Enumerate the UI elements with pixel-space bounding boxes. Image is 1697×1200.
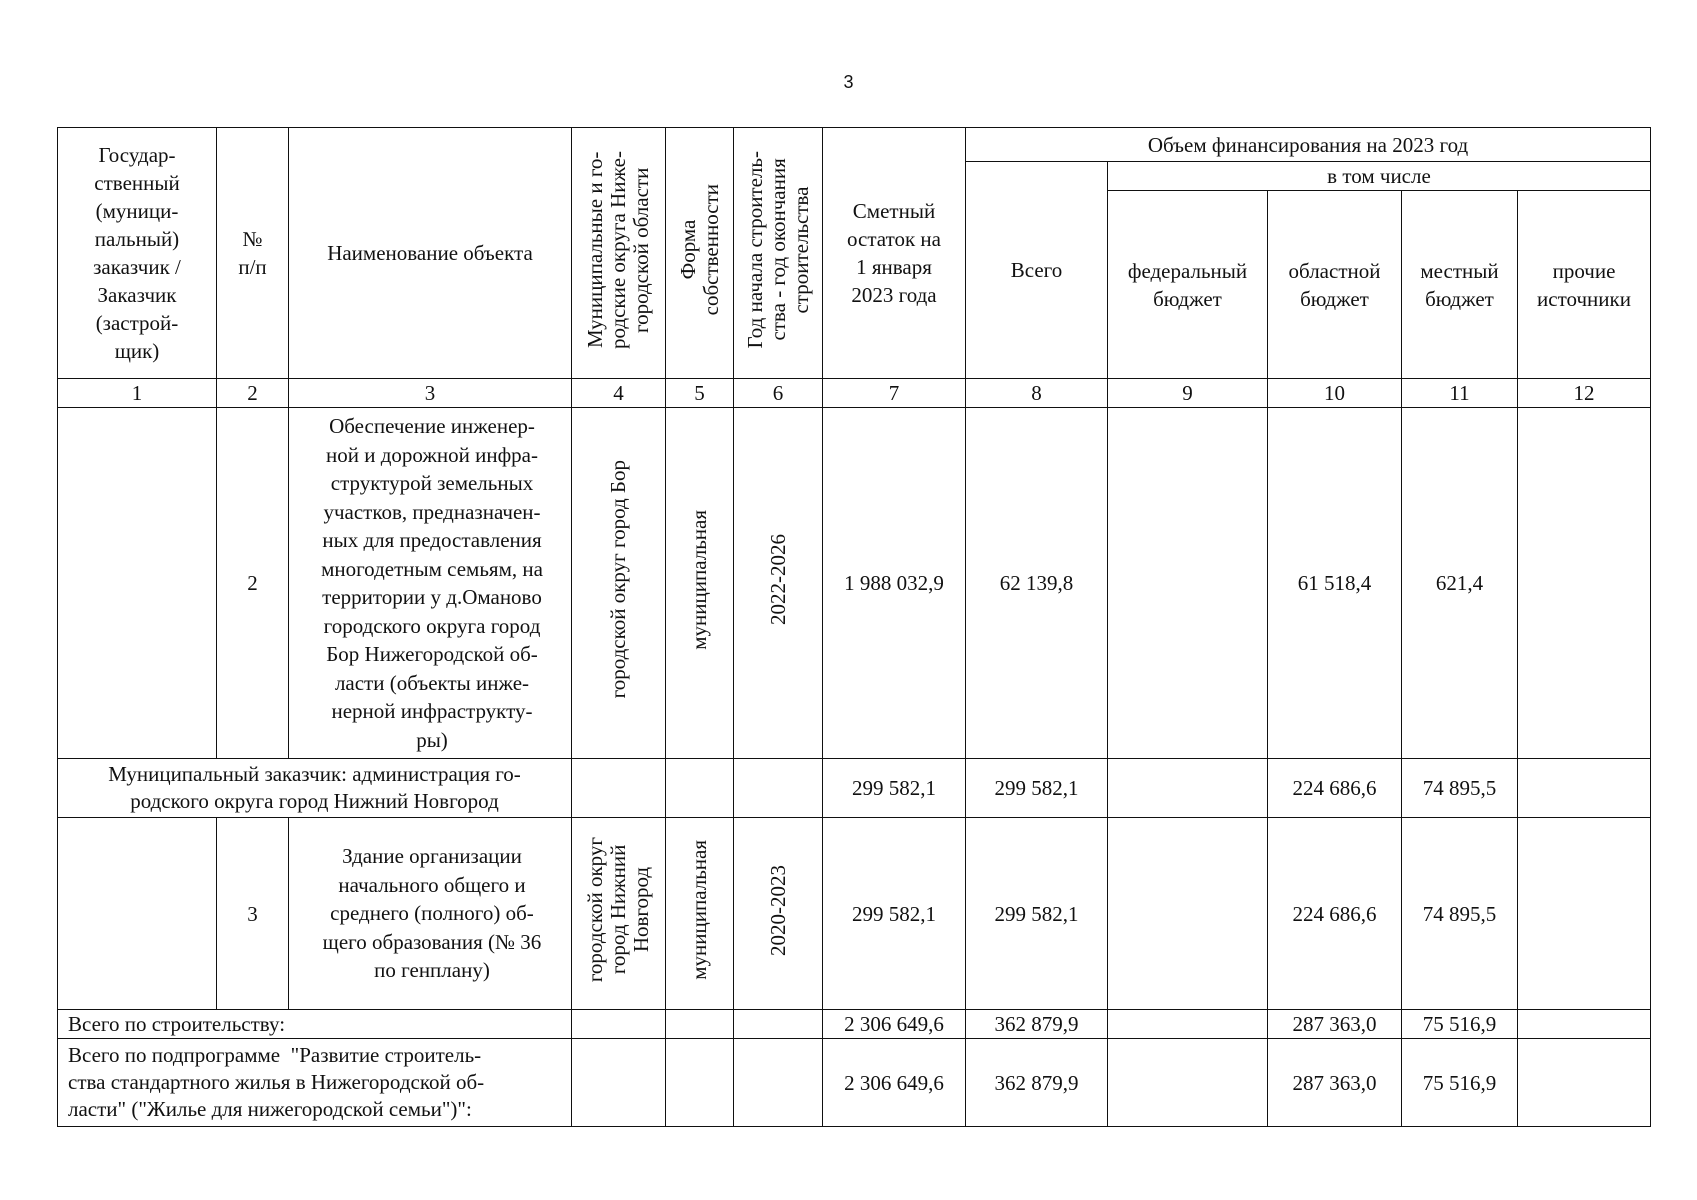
customer-label: Муниципальный заказчик: администрация го- родского округа город Нижний Новгород: [58, 759, 572, 818]
financing-table: [57, 127, 1651, 1127]
header-years-text: Год начала строитель- ства - год окончания строительства: [742, 150, 813, 349]
table-row-customer: [58, 759, 1651, 818]
header-local: местный бюджет: [1402, 191, 1518, 379]
header-total: Всего: [966, 162, 1108, 379]
total-value: 299 582,1: [966, 759, 1108, 818]
municipality-cell: [572, 1010, 666, 1039]
table-row-construction-total: [58, 1010, 1651, 1039]
object-name: Обеспечение инженер- ной и дорожной инфра- структурой земельных участков, предназначен- ных для предоставления многодетным семьям, на территории у д.Оманово городского округа город Бор Нижегородской об- ласти (объекты инже- нерной инфраструкту- ры): [289, 408, 572, 759]
header-other: прочие источники: [1518, 191, 1651, 379]
column-number: 11: [1402, 379, 1518, 408]
estimate-value: 299 582,1: [823, 759, 966, 818]
years-cell: [734, 1010, 823, 1039]
column-number: 8: [966, 379, 1108, 408]
local-value: 74 895,5: [1402, 759, 1518, 818]
table-row-item-2: [58, 408, 1651, 759]
customer-cell: [58, 818, 217, 1010]
federal-value: [1108, 1039, 1268, 1127]
header-estimate: Сметный остаток на 1 января 2023 года: [823, 128, 966, 379]
total-value: 362 879,9: [966, 1039, 1108, 1127]
column-number: 1: [58, 379, 217, 408]
header-ownership-text: Форма собственности: [675, 183, 723, 316]
header-number: № п/п: [217, 128, 289, 379]
header-municipality-text: Муниципальные и го- родские округа Ниже- городской области: [583, 150, 653, 349]
estimate-value: 2 306 649,6: [823, 1010, 966, 1039]
regional-value: 224 686,6: [1268, 759, 1402, 818]
regional-value: 61 518,4: [1268, 408, 1402, 759]
regional-value: 287 363,0: [1268, 1010, 1402, 1039]
other-value: [1518, 759, 1651, 818]
years-cell: [734, 408, 823, 759]
page-number: 3: [843, 72, 854, 92]
total-value: 299 582,1: [966, 818, 1108, 1010]
column-number: 7: [823, 379, 966, 408]
column-number: 4: [572, 379, 666, 408]
other-value: [1518, 818, 1651, 1010]
header-federal: федеральный бюджет: [1108, 191, 1268, 379]
federal-value: [1108, 1010, 1268, 1039]
column-numbers-row: [58, 379, 1651, 408]
header-row-1: [58, 128, 1651, 162]
header-object-name: Наименование объекта: [289, 128, 572, 379]
years-cell: [734, 1039, 823, 1127]
header-municipality: [572, 128, 666, 379]
total-value: 62 139,8: [966, 408, 1108, 759]
subprogram-total-label: Всего по подпрограмме "Развитие строитель- ства стандартного жилья в Нижегородской об- ласти" ("Жилье для нижегородской семьи")":: [58, 1039, 572, 1127]
header-customer: Государ- ственный (муници- пальный) заказчик / Заказчик (застрой- щик): [58, 128, 217, 379]
regional-value: 287 363,0: [1268, 1039, 1402, 1127]
table-row-subprogram-total: [58, 1039, 1651, 1127]
estimate-value: 1 988 032,9: [823, 408, 966, 759]
years-cell: [734, 759, 823, 818]
customer-cell: [58, 408, 217, 759]
municipality-cell: [572, 408, 666, 759]
municipality-cell: [572, 759, 666, 818]
header-regional: областной бюджет: [1268, 191, 1402, 379]
estimate-value: 2 306 649,6: [823, 1039, 966, 1127]
header-ownership: [666, 128, 734, 379]
years-cell: [734, 818, 823, 1010]
municipality-text: городской округ город Бор: [606, 460, 630, 699]
other-value: [1518, 408, 1651, 759]
ownership-cell: [666, 818, 734, 1010]
local-value: 75 516,9: [1402, 1039, 1518, 1127]
header-including: в том числе: [1108, 162, 1651, 191]
years-text: 2022-2026: [765, 534, 790, 625]
total-value: 362 879,9: [966, 1010, 1108, 1039]
ownership-cell: [666, 759, 734, 818]
federal-value: [1108, 759, 1268, 818]
regional-value: 224 686,6: [1268, 818, 1402, 1010]
column-number: 2: [217, 379, 289, 408]
column-number: 12: [1518, 379, 1651, 408]
federal-value: [1108, 818, 1268, 1010]
other-value: [1518, 1010, 1651, 1039]
municipality-cell: [572, 818, 666, 1010]
item-number: 2: [217, 408, 289, 759]
column-number: 6: [734, 379, 823, 408]
federal-value: [1108, 408, 1268, 759]
local-value: 75 516,9: [1402, 1010, 1518, 1039]
years-text: 2020-2023: [765, 864, 790, 956]
ownership-cell: [666, 1010, 734, 1039]
construction-total-label: Всего по строительству:: [58, 1010, 572, 1039]
estimate-value: 299 582,1: [823, 818, 966, 1010]
item-number: 3: [217, 818, 289, 1010]
municipality-text: городской округ город Нижний Новгород: [583, 837, 653, 983]
column-number: 9: [1108, 379, 1268, 408]
ownership-cell: [666, 408, 734, 759]
header-funding-group: Объем финансирования на 2023 год: [966, 128, 1651, 162]
table-row-item-3: [58, 818, 1651, 1010]
column-number: 3: [289, 379, 572, 408]
column-number: 5: [666, 379, 734, 408]
object-name: Здание организации начального общего и среднего (полного) об- щего образования (№ 36 по генплану): [289, 818, 572, 1010]
ownership-cell: [666, 1039, 734, 1127]
ownership-text: муниципальная: [687, 509, 711, 650]
ownership-text: муниципальная: [687, 840, 711, 980]
column-number: 10: [1268, 379, 1402, 408]
header-years: [734, 128, 823, 379]
local-value: 621,4: [1402, 408, 1518, 759]
other-value: [1518, 1039, 1651, 1127]
municipality-cell: [572, 1039, 666, 1127]
local-value: 74 895,5: [1402, 818, 1518, 1010]
